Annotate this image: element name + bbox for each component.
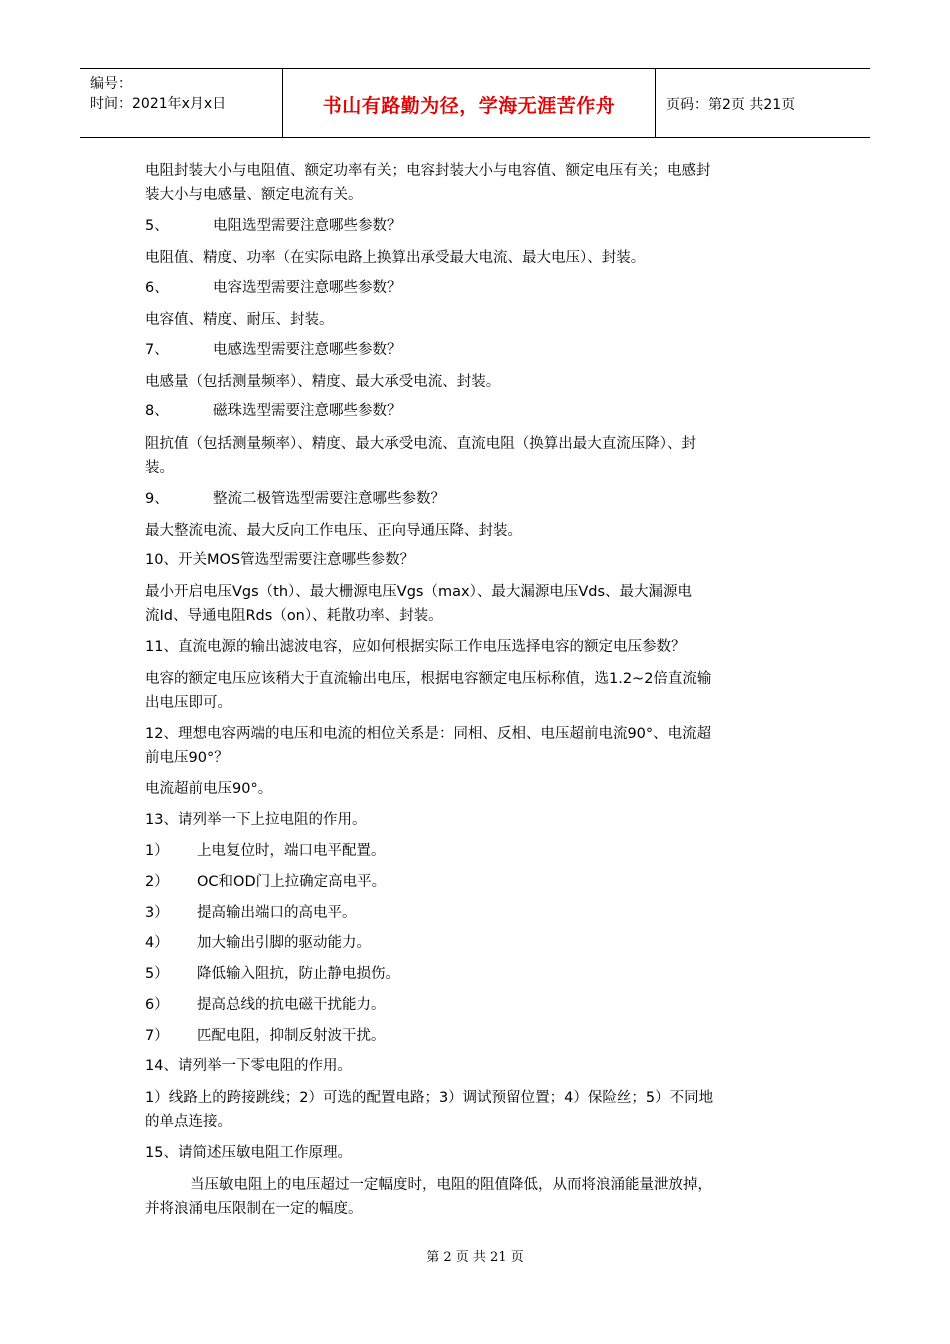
list-item-text: 提高输出端口的高电平。 <box>197 905 357 921</box>
question-number: 8、 <box>145 403 169 419</box>
question-9 <box>145 488 445 510</box>
question-text: 整流二极管选型需要注意哪些参数？ <box>213 491 445 507</box>
answer-14-line2: 的单点连接。 <box>145 1114 232 1130</box>
answer-5: 电阻值、精度、功率（在实际电路上换算出承受最大电流、最大电压）、封装。 <box>145 250 646 266</box>
list-item-number: 5） <box>145 966 169 982</box>
list-item-text: 匹配电阻，抑制反射波干扰。 <box>197 1028 386 1044</box>
header-meta-cell <box>80 69 283 137</box>
question-number: 6、 <box>145 280 169 296</box>
question-text: 磁珠选型需要注意哪些参数？ <box>213 403 402 419</box>
answer-14-line1: 1）线路上的跨接跳线；2）可选的配置电路；3）调试预留位置；4）保险丝；5）不同地 <box>145 1090 714 1106</box>
list-item <box>145 932 371 954</box>
question-text: 电容选型需要注意哪些参数？ <box>213 280 402 296</box>
list-item-text: 加大输出引脚的驱动能力。 <box>197 935 371 951</box>
question-8 <box>145 400 402 422</box>
answer-9: 最大整流电流、最大反向工作电压、正向导通压降、封装。 <box>145 523 522 539</box>
list-item-text: 提高总线的抗电磁干扰能力。 <box>197 997 386 1013</box>
doc-number-label: 编号： <box>90 76 132 92</box>
question-12-line2: 前电压90°？ <box>145 750 229 766</box>
header-table <box>80 68 870 138</box>
list-item <box>145 994 386 1016</box>
list-item <box>145 1025 386 1047</box>
question-number: 7、 <box>145 342 169 358</box>
answer-6: 电容值、精度、耐压、封装。 <box>145 312 334 328</box>
question-7 <box>145 339 402 361</box>
question-12-line1: 12、理想电容两端的电压和电流的相位关系是：同相、反相、电压超前电流90°、电流超 <box>145 726 712 742</box>
paragraph-line: 电阻封装大小与电阻值、额定功率有关；电容封装大小与电容值、额定电压有关；电感封 <box>145 163 711 179</box>
motto: 书山有路勤为径，学海无涯苦作舟 <box>322 95 616 117</box>
list-item-text: 降低输入阻抗，防止静电损伤。 <box>197 966 400 982</box>
answer-8-line2: 装。 <box>145 460 174 476</box>
answer-8-line1: 阻抗值（包括测量频率）、精度、最大承受电流、直流电阻（换算出最大直流压降）、封 <box>145 436 696 452</box>
question-number: 5、 <box>145 218 169 234</box>
question-14: 14、请列举一下零电阻的作用。 <box>145 1058 352 1074</box>
question-5 <box>145 215 402 237</box>
answer-11-line1: 电容的额定电压应该稍大于直流输出电压，根据电容额定电压标称值，选1.2~2倍直流输 <box>145 671 712 687</box>
list-item-number: 3） <box>145 905 169 921</box>
list-item-text: 上电复位时，端口电平配置。 <box>197 843 386 859</box>
list-item-number: 2） <box>145 874 169 890</box>
answer-10-line2: 流Id、导通电阻Rds（on）、耗散功率、封装。 <box>145 608 443 624</box>
page-footer: 第 2 页 共 21 页 <box>426 1250 524 1265</box>
answer-12: 电流超前电压90°。 <box>145 781 273 797</box>
doc-date: 时间：2021年x月x日 <box>90 96 227 112</box>
question-6 <box>145 277 402 299</box>
question-number: 9、 <box>145 491 169 507</box>
paragraph-line: 装大小与电感量、额定电流有关。 <box>145 187 363 203</box>
list-item-text: OC和OD门上拉确定高电平。 <box>197 874 387 890</box>
list-item-number: 6） <box>145 997 169 1013</box>
header-motto-cell <box>283 69 656 137</box>
answer-10-line1: 最小开启电压Vgs（th）、最大栅源电压Vgs（max）、最大漏源电压Vds、最大漏源电 <box>145 584 692 600</box>
list-item <box>145 871 386 893</box>
page-info: 页码：第2页 共21页 <box>666 97 796 113</box>
list-item <box>145 840 386 862</box>
question-13: 13、请列举一下上拉电阻的作用。 <box>145 812 367 828</box>
question-10: 10、开关MOS管选型需要注意哪些参数？ <box>145 552 415 568</box>
list-item-number: 1） <box>145 843 169 859</box>
question-text: 电感选型需要注意哪些参数？ <box>213 342 402 358</box>
question-15: 15、请简述压敏电阻工作原理。 <box>145 1145 352 1161</box>
answer-11-line2: 出电压即可。 <box>145 695 232 711</box>
answer-15-line2: 并将浪涌电压限制在一定的幅度。 <box>145 1201 363 1217</box>
answer-15-line1: 当压敏电阻上的电压超过一定幅度时，电阻的阻值降低，从而将浪涌能量泄放掉， <box>190 1177 712 1193</box>
question-11: 11、直流电源的输出滤波电容，应如何根据实际工作电压选择电容的额定电压参数？ <box>145 639 686 655</box>
list-item-number: 7） <box>145 1028 169 1044</box>
list-item <box>145 963 400 985</box>
header-page-cell <box>656 69 870 137</box>
question-text: 电阻选型需要注意哪些参数？ <box>213 218 402 234</box>
list-item <box>145 902 357 924</box>
answer-7: 电感量（包括测量频率）、精度、最大承受电流、封装。 <box>145 374 501 390</box>
list-item-number: 4） <box>145 935 169 951</box>
